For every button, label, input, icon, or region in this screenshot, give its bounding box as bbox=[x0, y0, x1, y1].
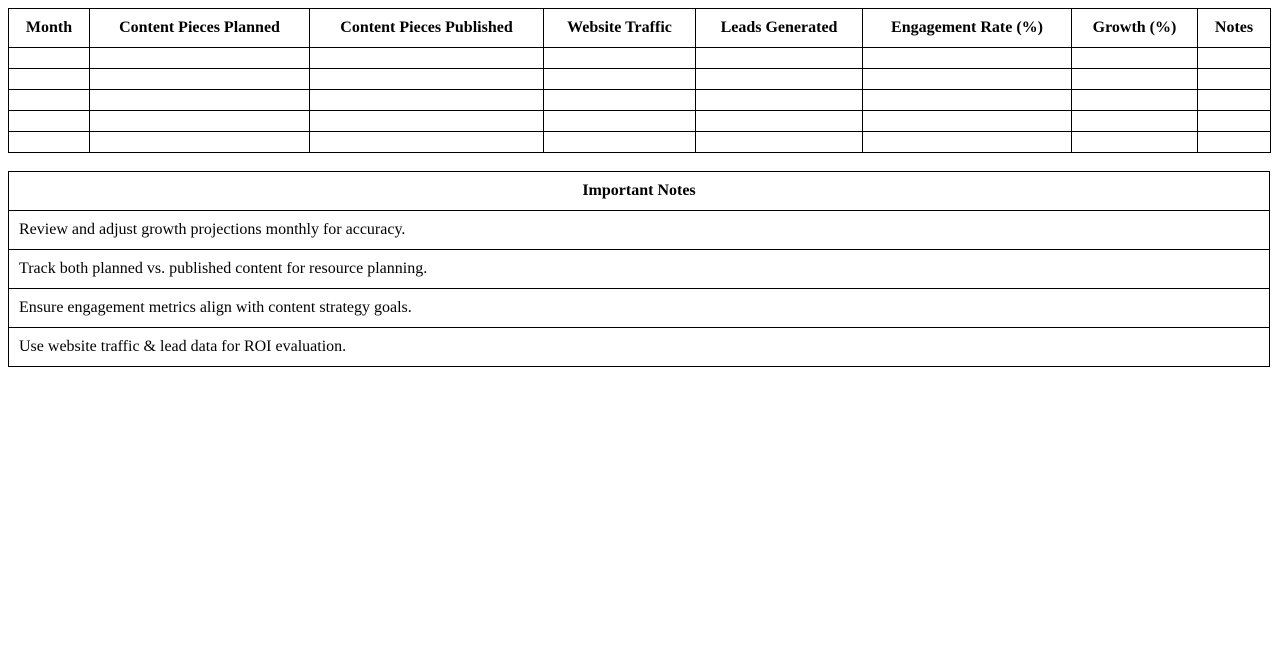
col-header-engagement-rate: Engagement Rate (%) bbox=[863, 9, 1072, 48]
table-cell bbox=[696, 132, 863, 153]
table-cell bbox=[1072, 69, 1198, 90]
table-cell bbox=[544, 90, 696, 111]
table-cell bbox=[90, 132, 310, 153]
list-item bbox=[9, 328, 1270, 367]
table-cell bbox=[544, 48, 696, 69]
table-cell bbox=[1198, 48, 1271, 69]
table-cell bbox=[1198, 111, 1271, 132]
list-item bbox=[9, 289, 1270, 328]
tracker-body bbox=[9, 48, 1271, 153]
table-cell bbox=[863, 132, 1072, 153]
col-header-notes: Notes bbox=[1198, 9, 1271, 48]
table-row bbox=[9, 111, 1271, 132]
note-text: Review and adjust growth projections monthly for accuracy. bbox=[9, 211, 1270, 250]
list-item bbox=[9, 211, 1270, 250]
table-row bbox=[9, 48, 1271, 69]
notes-title-row bbox=[9, 172, 1270, 211]
note-text: Ensure engagement metrics align with content strategy goals. bbox=[9, 289, 1270, 328]
tracker-header bbox=[9, 9, 1271, 48]
table-cell bbox=[863, 90, 1072, 111]
col-header-website-traffic: Website Traffic bbox=[544, 9, 696, 48]
table-row bbox=[9, 69, 1271, 90]
table-cell bbox=[1072, 90, 1198, 111]
table-cell bbox=[696, 69, 863, 90]
notes-header bbox=[9, 172, 1270, 211]
table-cell bbox=[310, 90, 544, 111]
table-cell bbox=[9, 111, 90, 132]
table-cell bbox=[1072, 111, 1198, 132]
table-cell bbox=[544, 132, 696, 153]
table-cell bbox=[9, 132, 90, 153]
table-cell bbox=[90, 48, 310, 69]
table-row bbox=[9, 132, 1271, 153]
header-row bbox=[9, 9, 1271, 48]
table-cell bbox=[696, 90, 863, 111]
table-cell bbox=[863, 111, 1072, 132]
col-header-content-pieces-published: Content Pieces Published bbox=[310, 9, 544, 48]
table-row bbox=[9, 90, 1271, 111]
col-header-month: Month bbox=[9, 9, 90, 48]
table-cell bbox=[310, 111, 544, 132]
table-cell bbox=[90, 90, 310, 111]
col-header-content-pieces-planned: Content Pieces Planned bbox=[90, 9, 310, 48]
notes-body bbox=[9, 211, 1270, 367]
table-cell bbox=[310, 132, 544, 153]
notes-title: Important Notes bbox=[9, 172, 1270, 211]
table-cell bbox=[90, 69, 310, 90]
table-cell bbox=[1198, 69, 1271, 90]
table-cell bbox=[9, 48, 90, 69]
table-cell bbox=[1072, 48, 1198, 69]
table-cell bbox=[1198, 90, 1271, 111]
table-cell bbox=[696, 48, 863, 69]
table-cell bbox=[696, 111, 863, 132]
table-cell bbox=[863, 48, 1072, 69]
table-cell bbox=[1198, 132, 1271, 153]
page-content bbox=[8, 8, 1270, 367]
table-cell bbox=[544, 69, 696, 90]
table-cell bbox=[310, 48, 544, 69]
table-cell bbox=[90, 111, 310, 132]
table-cell bbox=[9, 90, 90, 111]
table-cell bbox=[544, 111, 696, 132]
note-text: Track both planned vs. published content for resource planning. bbox=[9, 250, 1270, 289]
content-growth-tracker-table bbox=[8, 8, 1271, 153]
col-header-leads-generated: Leads Generated bbox=[696, 9, 863, 48]
table-cell bbox=[310, 69, 544, 90]
note-text: Use website traffic & lead data for ROI evaluation. bbox=[9, 328, 1270, 367]
col-header-growth: Growth (%) bbox=[1072, 9, 1198, 48]
list-item bbox=[9, 250, 1270, 289]
table-cell bbox=[9, 69, 90, 90]
important-notes-table bbox=[8, 171, 1270, 367]
table-cell bbox=[1072, 132, 1198, 153]
table-cell bbox=[863, 69, 1072, 90]
